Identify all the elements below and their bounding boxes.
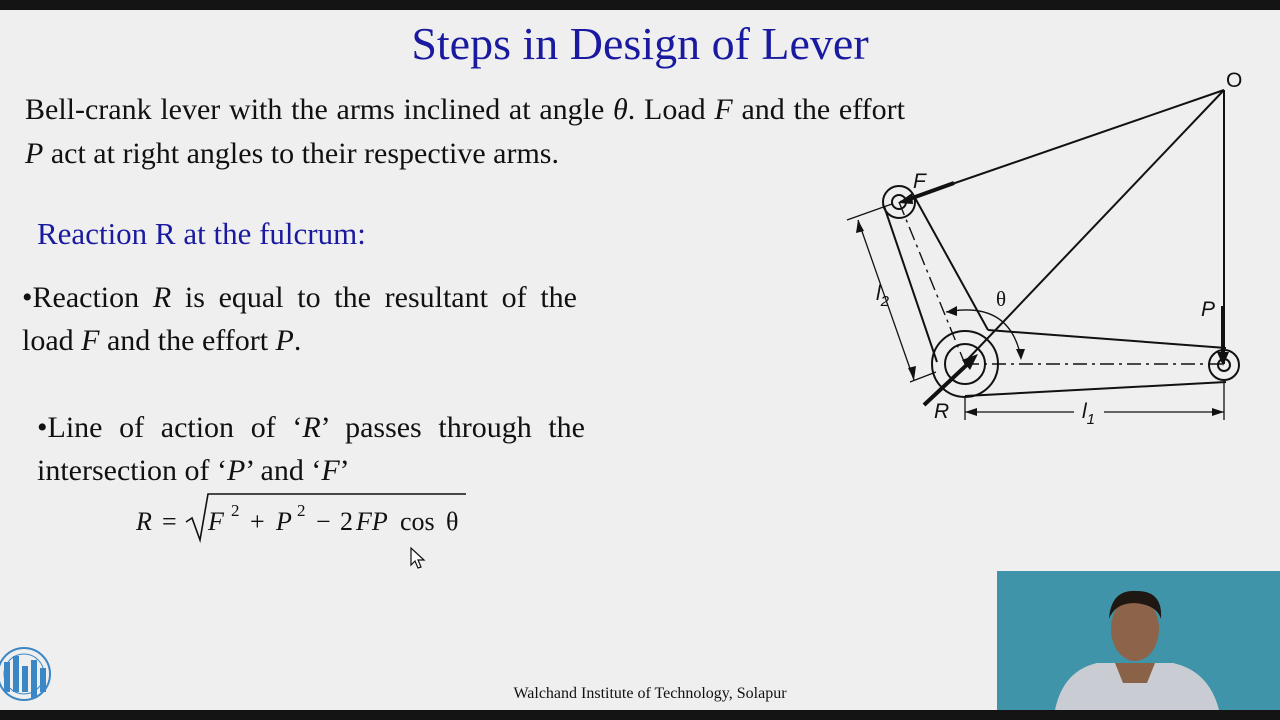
bullet-reaction: •Reaction R is equal to the resultant of the load F and the effort P. [22,281,577,357]
l1-arrowhead-right [1212,408,1224,416]
subheading: Reaction R at the fulcrum: [37,216,366,251]
institute-footer: Walchand Institute of Technology, Solapur [513,685,787,702]
effort-P-label: P [1201,298,1216,321]
reaction-R-label: R [934,400,950,423]
institute-logo [0,636,60,710]
l2-arrowhead-top [856,220,864,233]
load-F-label: F [913,170,926,193]
intro-paragraph: Bell-crank lever with the arms inclined at angle θ. Load F and the effort P act at right angles to their respective arms. [25,93,905,170]
bottom-letterbox [0,710,1280,720]
formula-FP: FP [356,507,388,536]
arm-length-l2-label: $l_2$ [876,282,890,310]
formula-plus: + [250,507,265,536]
presenter-silhouette [997,571,1280,710]
theta-arrowhead-bottom [1016,349,1025,360]
formula-exponent-1: 2 [231,501,240,520]
formula-minus: − [316,507,331,536]
formula-cos: cos [400,507,435,536]
angle-theta-label: θ [996,287,1007,311]
mouse-cursor-icon [410,547,426,571]
arm-length-l1-label: $l_1$ [1082,400,1096,428]
presenter-video-feed [997,571,1280,710]
theta-arrowhead-top [946,306,957,316]
slide-title: Steps in Design of Lever [411,18,869,69]
bell-crank-lever-diagram [840,60,1260,440]
reaction-formula [130,488,480,548]
formula-F: F [208,507,224,536]
formula-theta: θ [446,507,459,536]
l2-arrowhead-bottom [908,366,916,380]
bullet-line-of-action: •Line of action of ‘R’ passes through the intersection of ‘P’ and ‘F’ [37,411,586,487]
top-letterbox [0,0,1280,10]
arm-2-centerline [899,202,965,364]
formula-exponent-2: 2 [297,501,306,520]
arm-1-upper-edge [988,330,1226,348]
reaction-line-of-action [965,90,1224,362]
l1-arrowhead-left [965,408,977,416]
formula-lhs: R [136,507,152,536]
point-O-label: O [1226,69,1243,92]
arm-1-lower-edge [965,382,1226,396]
formula-P: P [276,507,292,536]
formula-equals: = [162,507,177,536]
theta-arc [946,310,1021,358]
formula-two: 2 [340,507,353,536]
